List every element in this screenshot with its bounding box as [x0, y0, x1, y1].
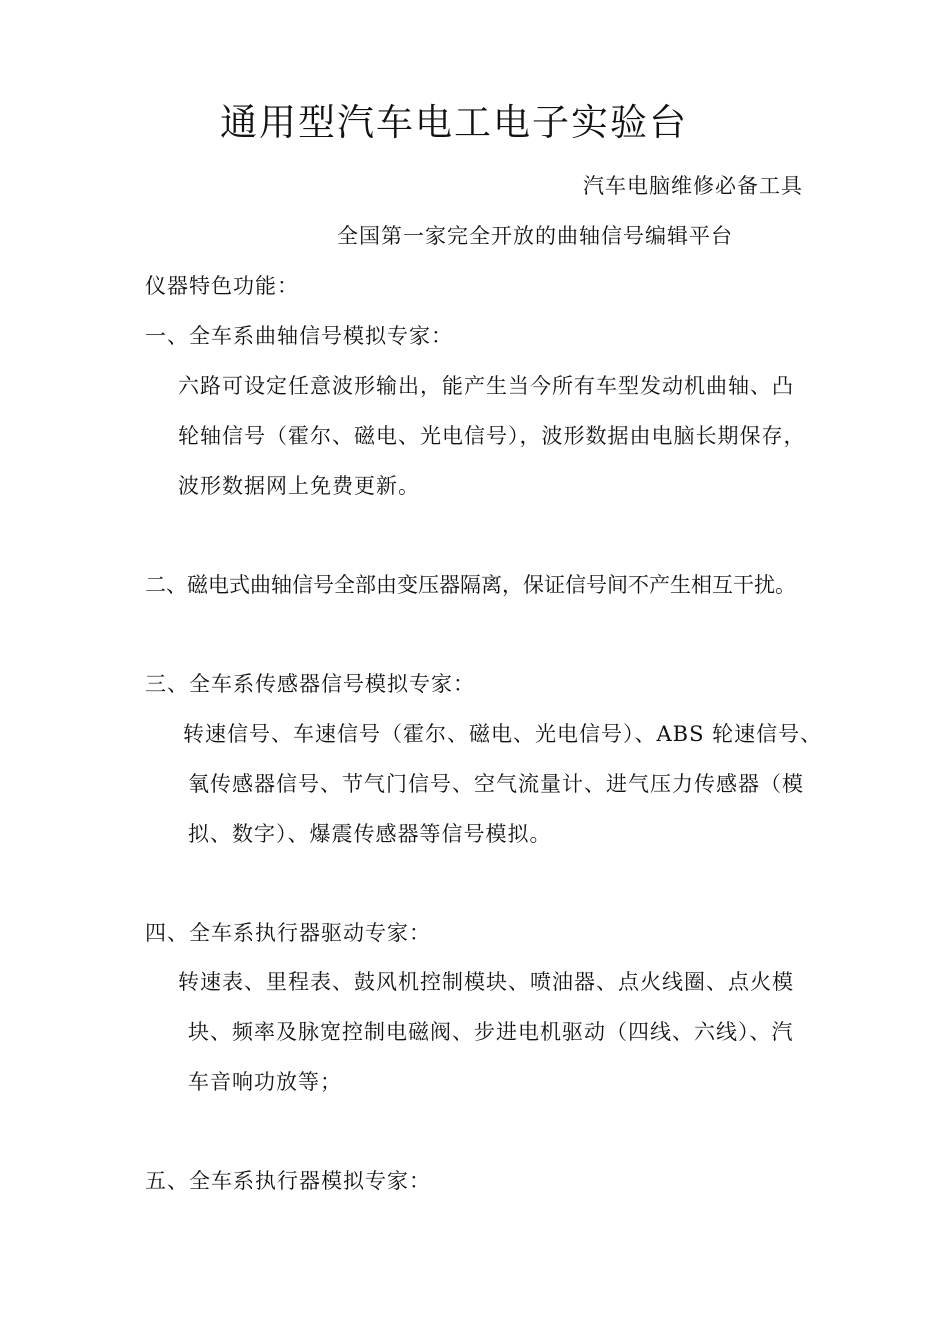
section-heading: 四、全车系执行器驱动专家：	[145, 921, 431, 945]
tagline: 全国第一家完全开放的曲轴信号编辑平台	[337, 224, 733, 248]
section-body-line: 转速表、里程表、鼓风机控制模块、喷油器、点火线圈、点火模	[178, 970, 794, 994]
section-body-line: 波形数据网上免费更新。	[178, 474, 420, 498]
section-heading: 二、磁电式曲轴信号全部由变压器隔离，保证信号间不产生相互干扰。	[145, 573, 796, 597]
section-body-line: 车音响功放等；	[188, 1070, 342, 1094]
section-body-line: 块、频率及脉宽控制电磁阀、步进电机驱动（四线、六线）、汽	[188, 1020, 794, 1044]
section-body-line: 轮轴信号（霍尔、磁电、光电信号），波形数据由电脑长期保存，	[178, 424, 806, 448]
section-body-line: 拟、数字）、爆震传感器等信号模拟。	[188, 822, 552, 846]
document-title: 通用型汽车电工电子实验台	[220, 101, 688, 144]
section-body-line: 六路可设定任意波形输出，能产生当今所有车型发动机曲轴、凸	[178, 374, 794, 398]
section-body-line: 转速信号、车速信号（霍尔、磁电、光电信号）、ABS 轮速信号、	[183, 722, 823, 746]
subtitle: 汽车电脑维修必备工具	[583, 174, 803, 198]
features-heading: 仪器特色功能：	[145, 274, 299, 298]
section-body-line: 氧传感器信号、节气门信号、空气流量计、进气压力传感器（模	[188, 772, 804, 796]
section-heading: 一、全车系曲轴信号模拟专家：	[145, 324, 453, 348]
section-heading: 五、全车系执行器模拟专家：	[145, 1169, 431, 1193]
section-heading: 三、全车系传感器信号模拟专家：	[145, 672, 475, 696]
